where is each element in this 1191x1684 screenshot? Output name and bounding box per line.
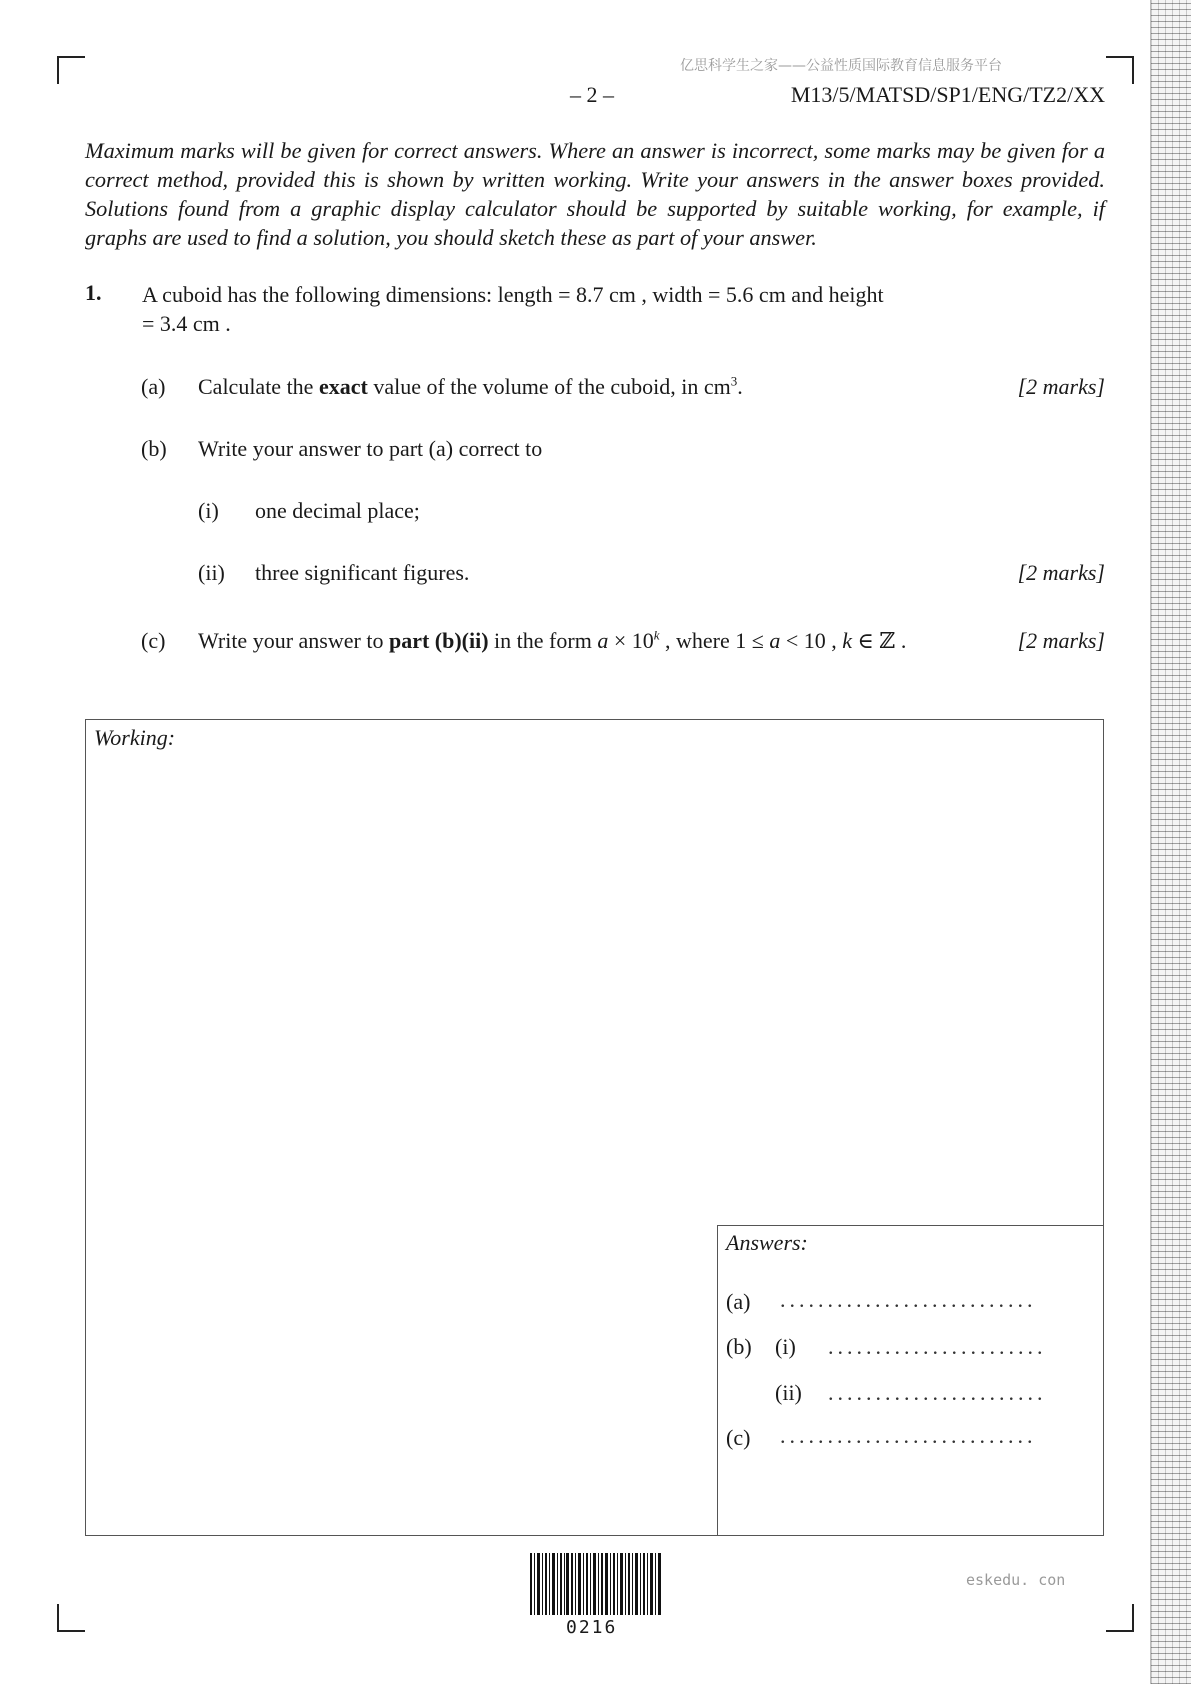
answer-a-label: (a) [726, 1289, 751, 1314]
part-a-marks: [2 marks] [1017, 374, 1105, 399]
question-number: 1. [85, 280, 102, 305]
part-c-times: × 10 [608, 628, 654, 653]
part-c-var-k: k [842, 628, 853, 653]
part-c-in-z: ∈ ℤ . [852, 628, 907, 653]
answer-b-i-field[interactable]: ....................... [828, 1334, 1047, 1359]
part-b-marks: [2 marks] [1017, 560, 1105, 585]
part-a-text-after: value of the volume of the cuboid, in cm [367, 374, 731, 399]
crop-mark-bottom-left [57, 1604, 85, 1632]
part-b-ii-label: (ii) [198, 560, 225, 585]
part-a-end: . [737, 374, 743, 399]
question-stem-line-1: A cuboid has the following dimensions: length = 8.7 cm , width = 5.6 cm and height [142, 282, 884, 307]
part-b-i-text: one decimal place; [255, 498, 420, 523]
question-stem-line-2: = 3.4 cm . [142, 311, 231, 336]
exam-instructions: Maximum marks will be given for correct answers. Where an answer is incorrect, some marks may be given for a correct method, provided this is shown by written working. Write your answers in the answer boxes provided. Solutions found from a graphic display calculator should be supported by suitable working, for example, if graphs are used to find a solution, you should sketch these as part of your answer. [85, 138, 1105, 250]
crop-mark-top-right [1106, 56, 1134, 84]
crop-mark-bottom-right [1106, 1604, 1134, 1632]
answers-label: Answers: [726, 1230, 808, 1255]
answer-c-field[interactable]: ........................... [780, 1423, 1037, 1448]
working-label: Working: [94, 725, 176, 750]
part-a-text-before: Calculate the [198, 374, 319, 399]
header-watermark: 亿思科学生之家——公益性质国际教育信息服务平台 [680, 58, 1002, 74]
part-c-var-a: a [597, 628, 609, 653]
answer-b-ii-field[interactable]: ....................... [828, 1380, 1047, 1405]
answer-a-field[interactable]: ........................... [780, 1287, 1037, 1312]
page-number: – 2 – [570, 82, 614, 107]
page-edge-strip [1150, 0, 1191, 1684]
part-c-exponent-k: k [653, 627, 660, 643]
part-b-label: (b) [141, 436, 167, 461]
part-c-label: (c) [141, 628, 166, 653]
part-b-ii-text: three significant figures. [255, 560, 470, 585]
barcode-number: 0216 [566, 1617, 618, 1638]
part-a-bold: exact [318, 374, 368, 399]
part-a-label: (a) [141, 374, 166, 399]
answer-b-ii-label: (ii) [775, 1380, 802, 1405]
part-c-bold: part (b)(ii) [388, 628, 489, 653]
paper-code: M13/5/MATSD/SP1/ENG/TZ2/XX [790, 82, 1105, 107]
part-b-text: Write your answer to part (a) correct to [198, 436, 543, 461]
crop-mark-top-left [57, 56, 85, 84]
answer-c-label: (c) [726, 1425, 751, 1450]
part-c-marks: [2 marks] [1017, 628, 1105, 653]
part-a-superscript: 3 [730, 373, 738, 389]
part-a-text [198, 374, 743, 400]
footer-watermark: eskedu. con [966, 1571, 1066, 1589]
part-b-i-label: (i) [198, 498, 219, 523]
part-c-where: , where 1 ≤ [659, 628, 770, 653]
part-c-text [198, 628, 906, 654]
answer-b-label: (b) [726, 1334, 752, 1359]
part-c-text-before: Write your answer to [198, 628, 389, 653]
question-stem [142, 280, 1042, 338]
part-c-text-mid: in the form [488, 628, 598, 653]
part-c-lt: < 10 , [780, 628, 843, 653]
answer-b-i-label: (i) [775, 1334, 796, 1359]
part-c-var-a-2: a [769, 628, 781, 653]
barcode-icon [530, 1553, 661, 1615]
